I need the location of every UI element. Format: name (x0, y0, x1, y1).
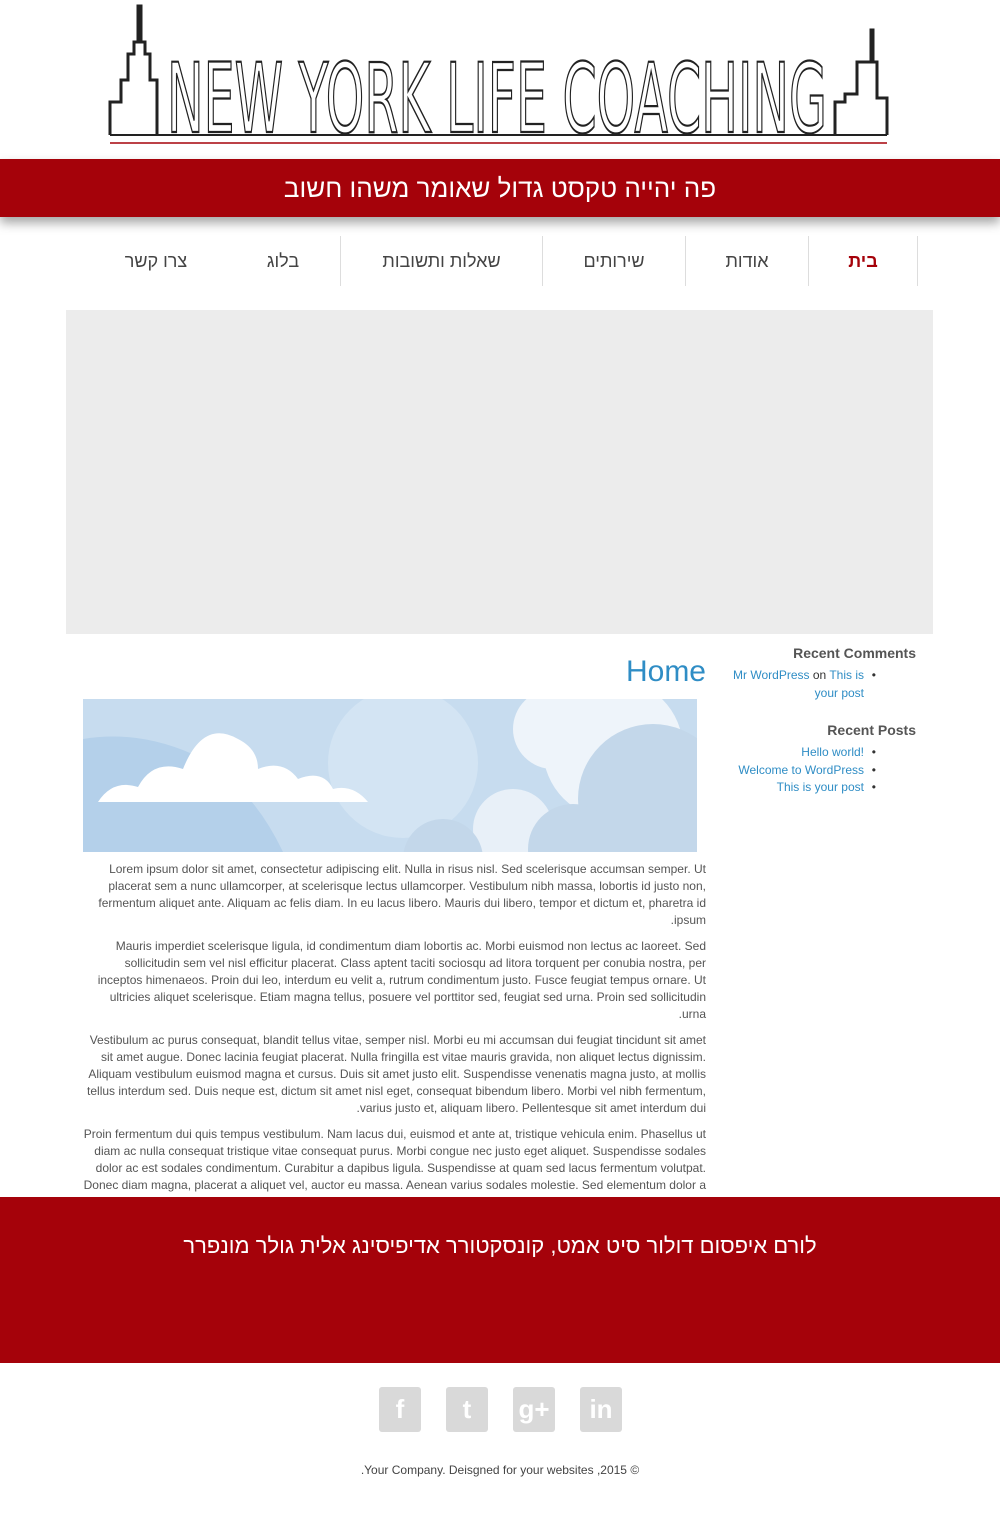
nav-item-contact[interactable] (86, 236, 226, 286)
footer-banner (0, 1197, 1000, 1363)
nav-label: בלוג (266, 251, 300, 271)
nav-item-blog[interactable] (226, 236, 340, 286)
sidebar (720, 645, 916, 815)
feature-image (83, 699, 697, 852)
nav-label: צרו קשר (124, 251, 188, 271)
comment-author-link[interactable]: Mr WordPress (733, 668, 810, 682)
page-title: Home (625, 655, 706, 688)
page-body (83, 861, 706, 1211)
recent-comments-list (720, 667, 916, 702)
site-logo[interactable] (105, 2, 895, 148)
nav-label: אודות (725, 251, 769, 271)
nav-item-services[interactable] (542, 236, 685, 286)
linkedin-icon[interactable]: in (580, 1387, 622, 1432)
recent-comments-title: Recent Comments (793, 645, 916, 661)
tagline-banner (0, 159, 1000, 217)
tagline-text: פה יהייה טקסט גדול שאומר משהו חשוב (283, 173, 717, 203)
facebook-icon[interactable]: f (379, 1387, 421, 1432)
paragraph: Proin fermentum dui quis tempus vestibulum. Nam lacus dui, euismod et ante at, tristique vehicula enim. Phasellus ut diam ac nulla consequat tristique vitae consequat purus. Morbi congue nec justo eget aliquet. Suspendisse sodales dolor ac est sodales condimentum. Curabitur a dapibus ligula. Suspendisse at quam sed lacus fermentum volutpat. Donec diam magna, placerat a aliquet vel, auctor eu massa. Aenean varius sodales molestie. Sed elementum dolor a (83, 1127, 706, 1192)
recent-post-link[interactable]: !Hello world (801, 745, 864, 759)
google-plus-icon[interactable]: g+ (513, 1387, 555, 1432)
twitter-icon[interactable]: t (446, 1387, 488, 1432)
main-nav (66, 236, 918, 286)
footer-text: לורם איפסום דולור סיט אמט, קונסקטורר אדיפיסינג אלית גולר מונפרר (183, 1233, 817, 1258)
nav-item-about[interactable] (685, 236, 808, 286)
logo-text: NEW YORK LIFE COACHING (167, 43, 827, 148)
list-item (720, 762, 916, 780)
comment-post-link-cont[interactable]: your post (814, 685, 864, 700)
list-item (720, 779, 916, 797)
hero-slider (66, 310, 933, 634)
nav-label: שירותים (583, 251, 645, 271)
nav-label: בית (848, 251, 878, 271)
social-links (379, 1387, 622, 1432)
list-item (720, 667, 916, 702)
paragraph: Vestibulum ac purus consequat, blandit tellus vitae, semper nisl. Morbi eu mi accumsan dui feugiat tincidunt sit amet sit amet augue. Donec lacinia feugiat placerat. Nulla fringilla est vitae mauris gravida, non aliquet lectus dignissim. Aliquam vestibulum euismod magna et cursus. Duis sit amet justo elit. Suspendisse venenatis magna justo, at mollis tellus interdum sed. Duis neque est, dictum sit amet nisl eget, consequat bibendum libero. Morbi vel nibh fermentum, varius justo et, aliquam libero. Pellentesque sit amet interdum dui. (87, 1033, 706, 1115)
nav-item-home[interactable] (808, 236, 917, 286)
paragraph: Mauris imperdiet scelerisque ligula, id condimentum diam lobortis ac. Morbi euismod non lectus ac laoreet. Sed sollicitudin sem vel nisl efficitur placerat. Class aptent taciti sociosqu ad litora torquent per conubia nostra, per inceptos himenaeos. Proin dui leo, interdum eu velit a, rutrum condimentum justo. Fusce feugiat tempus ornare. Ut ultricies aliquet scelerisque. Etiam magna tellus, posuere vel porttitor sed, feugiat sed urna. Proin sed sollicitudin urna. (97, 939, 706, 1021)
comment-on-text: on (812, 668, 827, 682)
nav-item-faq[interactable] (340, 236, 542, 286)
recent-post-link[interactable]: Welcome to WordPress (738, 762, 864, 777)
paragraph: Lorem ipsum dolor sit amet, consectetur adipiscing elit. Nulla in risus nisl. Sed scelerisque accumsan semper. Ut placerat sem a nunc ullamcorper, at scelerisque lectus ullamcorper. Vestibulum nibh massa, lobortis id justo non, fermentum aliquet ante. Aliquam ac felis diam. In eu lacus libero. Mauris dui libero, tempor et dictum et, pharetra id ipsum. (98, 862, 706, 927)
recent-post-link[interactable]: This is your post (776, 780, 864, 794)
recent-posts-title: Recent Posts (827, 722, 916, 738)
main-content (83, 650, 706, 1219)
nav-label: שאלות ותשובות (382, 251, 501, 271)
comment-post-link[interactable]: This is (829, 668, 864, 682)
copyright: © 2015, Your Company. Deisgned for your websites. (360, 1463, 640, 1477)
recent-posts-list (720, 744, 916, 797)
list-item (720, 744, 916, 762)
